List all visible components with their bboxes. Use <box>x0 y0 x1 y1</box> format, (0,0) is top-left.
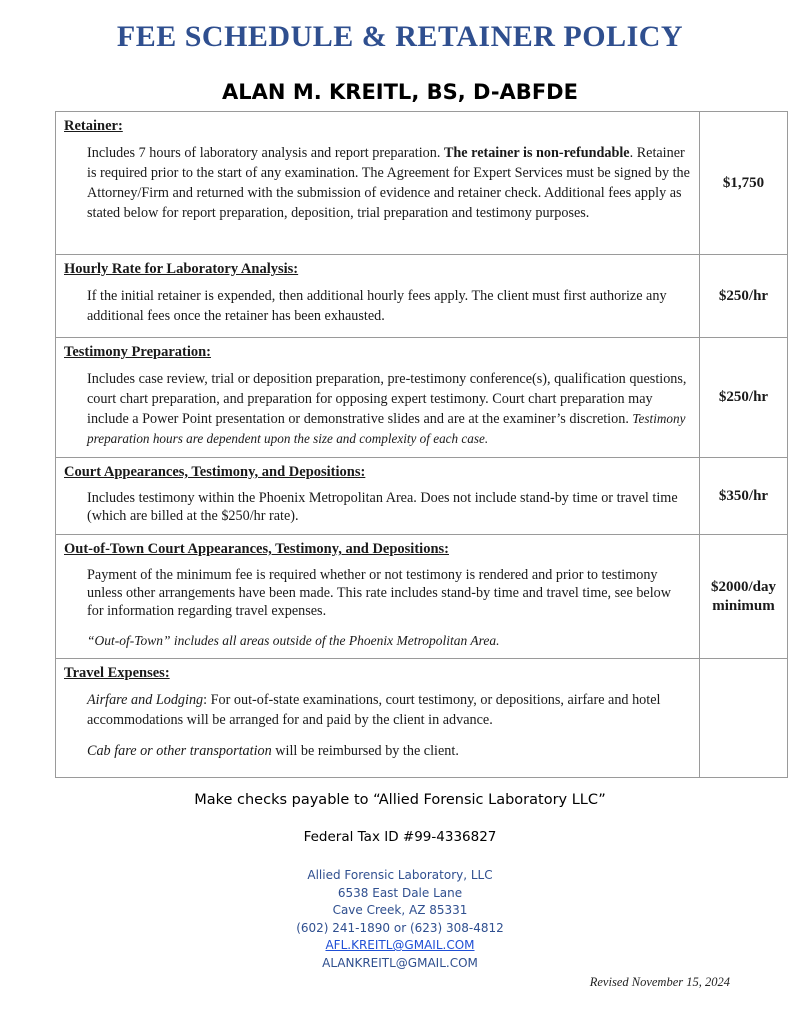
fee-text: Payment of the minimum fee is required whether or not testimony is rendered and prior to testimony unless other arrangements have been made. This rate includes stand-by time and travel time, see below for information regarding travel expenses. <box>87 567 671 619</box>
fee-text-part: Includes 7 hours of laboratory analysis and report preparation. <box>87 145 444 161</box>
fee-row-testimony-prep <box>56 338 788 458</box>
fee-heading: Court Appearances, Testimony, and Depositions: <box>64 464 366 480</box>
fee-text: Includes testimony within the Phoenix Metropolitan Area. Does not include stand-by time or travel time (which are billed at the $250/hr rate). <box>87 490 678 524</box>
fee-heading: Travel Expenses: <box>64 665 170 681</box>
fee-text <box>64 741 691 761</box>
fee-text-part: : For out-of-state examinations, court testimony, or depositions, airfare and hotel accommodations will be arranged for and paid by the client in advance. <box>87 692 661 728</box>
fee-note <box>64 631 691 651</box>
fee-heading: Testimony Preparation: <box>64 344 212 360</box>
email-secondary: ALANKREITL@GMAIL.COM <box>322 955 478 970</box>
phone-numbers: (602) 241-1890 or (623) 308-4812 <box>296 920 504 935</box>
fee-price-note: minimum <box>712 597 775 614</box>
fee-price: $350/hr <box>700 458 788 535</box>
fee-table <box>55 111 788 778</box>
fee-note-italic: “Out-of-Town” includes all areas outside of the Phoenix Metropolitan Area. <box>87 633 500 648</box>
fee-text-bold: The retainer is non-refundable <box>443 145 630 161</box>
fee-row-court <box>56 458 788 535</box>
fee-description <box>56 112 700 255</box>
city-state-zip: Cave Creek, AZ 85331 <box>332 903 468 917</box>
fee-row-travel <box>56 659 788 778</box>
revision-date: Revised November 15, 2024 <box>589 975 730 989</box>
fee-text <box>64 369 691 449</box>
fee-heading: Out-of-Town Court Appearances, Testimony, and Depositions: <box>64 541 449 557</box>
fee-price <box>700 535 788 659</box>
address-block <box>0 867 800 972</box>
fee-heading: Retainer: <box>64 118 123 134</box>
fee-text-italic: Cab fare or other transportation <box>87 743 272 759</box>
fee-text-italic: Testimony preparation hours are dependent upon the size and complexity of each case. <box>87 411 686 446</box>
fee-text <box>64 690 691 730</box>
fee-text-italic: Airfare and Lodging <box>87 692 204 708</box>
fee-text-part: Includes case review, trial or deposition preparation, pre-testimony conference(s), qualification questions, court chart preparation, and preparation for opposing expert testimony. Court chart preparation may include a Power Point presentation or demonstrative slides and are at the examiner’s discretion. <box>87 371 687 427</box>
fee-text-part: . Retainer is required prior to the start of any examination. The Agreement for Expert Services must be signed by the Attorney/Firm and returned with the submission of evidence and retainer check. Additional fees apply as stated below for report preparation, deposition, trial preparation and testimony purposes. <box>87 145 690 221</box>
payable-to: Make checks payable to “Allied Forensic Laboratory LLC” <box>194 792 606 808</box>
fee-price-amount: $2000/day <box>710 578 776 595</box>
examiner-name: ALAN M. KREITL, BS, D-ABFDE <box>222 80 578 104</box>
fee-price: $250/hr <box>700 338 788 458</box>
fee-row-retainer <box>56 112 788 255</box>
page-title: FEE SCHEDULE & RETAINER POLICY <box>116 20 684 53</box>
street-address: 6538 East Dale Lane <box>337 885 463 900</box>
fee-description <box>56 535 700 659</box>
fee-price <box>700 659 788 778</box>
fee-row-hourly-lab <box>56 255 788 338</box>
company-name: Allied Forensic Laboratory, LLC <box>307 868 493 882</box>
tax-id: Federal Tax ID #99-4336827 <box>303 829 497 845</box>
fee-description <box>56 338 700 458</box>
fee-price: $1,750 <box>700 112 788 255</box>
fee-text <box>64 143 691 223</box>
fee-text: If the initial retainer is expended, then additional hourly fees apply. The client must first authorize any additional fees once the retainer has been exhausted. <box>87 288 667 324</box>
fee-description <box>56 659 700 778</box>
email-link-primary[interactable]: AFL.KREITL@GMAIL.COM <box>325 938 475 952</box>
fee-heading: Hourly Rate for Laboratory Analysis: <box>64 261 299 277</box>
fee-description <box>56 458 700 535</box>
fee-description <box>56 255 700 338</box>
fee-price: $250/hr <box>700 255 788 338</box>
fee-text-part: will be reimbursed by the client. <box>271 743 459 759</box>
fee-row-out-of-town <box>56 535 788 659</box>
